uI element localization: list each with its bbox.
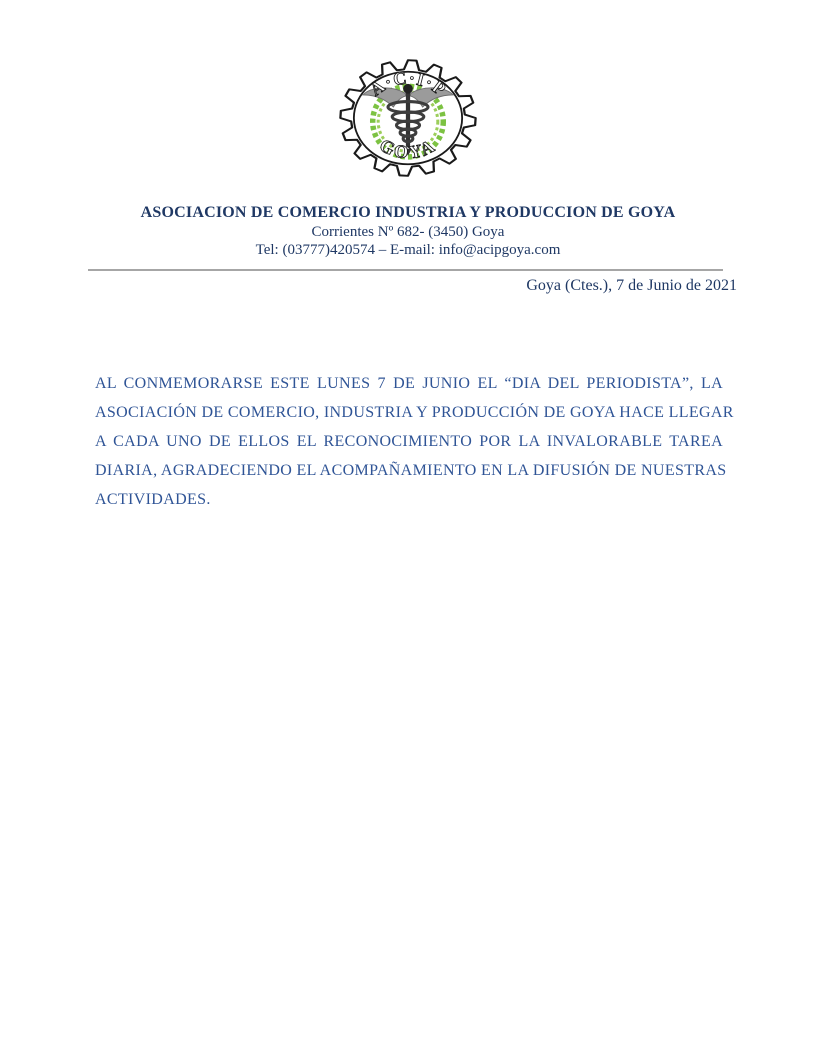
logo-top-text: A·C·I·P xyxy=(365,67,451,100)
acip-logo-icon xyxy=(335,57,481,179)
body-line: ACTIVIDADES. xyxy=(95,491,211,508)
letterhead xyxy=(0,203,816,259)
logo-bottom-text: GOYA xyxy=(376,134,440,163)
body-line: DIARIA, AGRADECIENDO EL ACOMPAÑAMIENTO EN LA DIFUSIÓN DE NUESTRAS xyxy=(95,462,727,479)
org-contact: Tel: (03777)420574 – E-mail: info@acipgoya.com xyxy=(255,242,561,258)
body-line: ASOCIACIÓN DE COMERCIO, INDUSTRIA Y PRODUCCIÓN DE GOYA HACE LLEGAR xyxy=(95,404,734,421)
date-line: Goya (Ctes.), 7 de Junio de 2021 xyxy=(526,277,737,294)
logo-container xyxy=(0,0,816,184)
org-address: Corrientes Nº 682- (3450) Goya xyxy=(311,224,505,240)
letter-body xyxy=(95,369,734,514)
body-line: AL CONMEMORARSE ESTE LUNES 7 DE JUNIO EL “DIA DEL PERIODISTA”, LA xyxy=(95,375,723,392)
header-divider xyxy=(88,269,723,271)
body-line: A CADA UNO DE ELLOS EL RECONOCIMIENTO POR LA INVALORABLE TAREA xyxy=(95,433,723,450)
org-name: ASOCIACION DE COMERCIO INDUSTRIA Y PRODUCCION DE GOYA xyxy=(140,204,676,221)
